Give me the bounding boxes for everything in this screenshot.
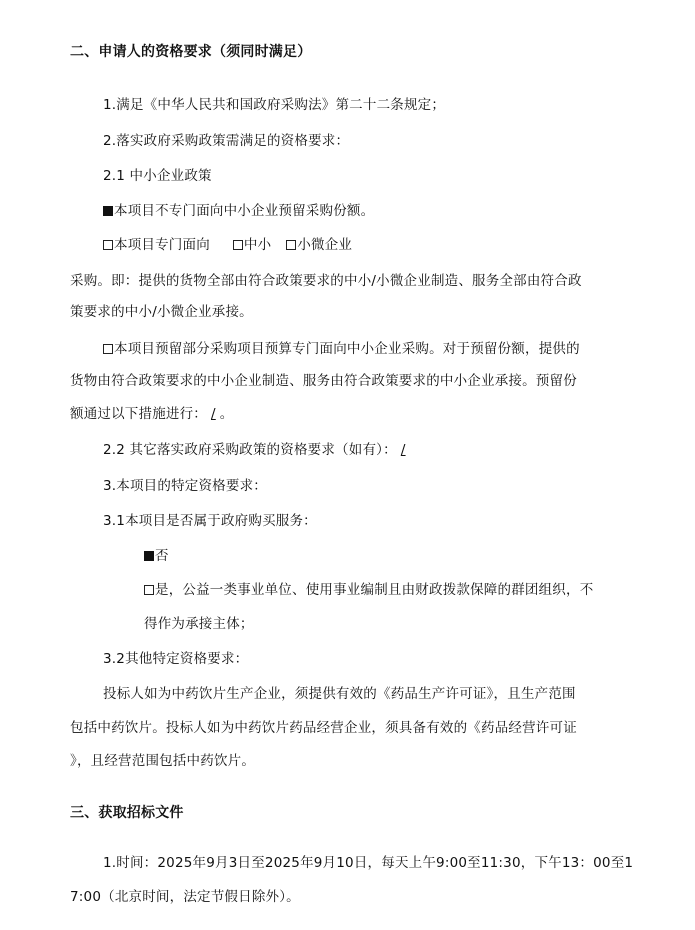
- option-yes-line2: 得作为承接主体；: [144, 616, 254, 632]
- checked-box-icon: [144, 551, 154, 561]
- option-not-reserved-label: 本项目不专门面向中小企业预留采购份额。: [114, 203, 375, 219]
- item2-text: 2.落实政府采购政策需满足的资格要求：: [103, 133, 350, 149]
- option-dedicated-label: 本项目专门面向: [114, 237, 210, 253]
- item22-value: /: [400, 442, 406, 458]
- option-dedicated-sme-label: 中小: [243, 237, 272, 253]
- section3-heading: 三、获取招标文件: [70, 805, 184, 821]
- unchecked-box-icon: [103, 344, 113, 354]
- unchecked-box-icon: [144, 585, 154, 595]
- dedicated-line2: 采购。即：提供的货物全部由符合政策要求的中小/小微企业制造、服务全部由符合政: [70, 273, 582, 289]
- option-yes: [144, 580, 593, 600]
- time-line2: 7:00（北京时间，法定节假日除外）。: [70, 889, 300, 905]
- option-partial-line3-suffix: 。: [219, 406, 234, 422]
- option-partial-line3: [70, 404, 233, 424]
- option-partial-line1: 本项目预留部分采购项目预算专门面向中小企业采购。对于预留份额，提供的: [114, 341, 580, 357]
- requirement-line2: 包括中药饮片。投标人如为中药饮片药品经营企业，须具备有效的《药品经营许可证: [70, 720, 577, 736]
- option-yes-line1: 是，公益一类事业单位、使用事业编制且由财政拨款保障的群团组织，不: [155, 582, 594, 598]
- item1-text: 1.满足《中华人民共和国政府采购法》第二十二条规定；: [103, 97, 446, 113]
- section2-heading: 二、申请人的资格要求（须同时满足）: [70, 44, 312, 60]
- option-dedicated: [103, 235, 352, 255]
- option-dedicated-micro-label: 小微企业: [297, 237, 353, 253]
- checked-box-icon: [103, 206, 113, 216]
- item21-title: 2.1 中小企业政策: [103, 168, 212, 184]
- option-no: [144, 546, 169, 566]
- option-not-reserved: [103, 201, 374, 221]
- item32-text: 3.2其他特定资格要求：: [103, 651, 249, 667]
- unchecked-box-icon: [233, 240, 243, 250]
- option-partial-line3-prefix: 额通过以下措施进行：: [70, 406, 207, 422]
- item22-text: 2.2 其它落实政府采购政策的资格要求（如有）：: [103, 442, 397, 458]
- requirement-line1: 投标人如为中药饮片生产企业，须提供有效的《药品生产许可证》，且生产范围: [103, 686, 576, 702]
- option-no-label: 否: [155, 548, 169, 564]
- unchecked-box-icon: [286, 240, 296, 250]
- item22: [103, 440, 410, 460]
- time-line1: 1.时间：2025年9月3日至2025年9月10日，每天上午9:00至11:30，下午13：00至1: [103, 855, 634, 871]
- item31-text: 3.1本项目是否属于政府购买服务：: [103, 513, 317, 529]
- option-partial: [103, 339, 580, 359]
- unchecked-box-icon: [103, 240, 113, 250]
- option-partial-line2: 货物由符合政策要求的中小企业制造、服务由符合政策要求的中小企业承接。预留份: [70, 373, 577, 389]
- option-partial-measures-value: /: [211, 406, 216, 422]
- dedicated-line3: 策要求的中小/小微企业承接。: [70, 304, 253, 320]
- requirement-line3: 》，且经营范围包括中药饮片。: [70, 753, 256, 769]
- item3-text: 3.本项目的特定资格要求：: [103, 478, 267, 494]
